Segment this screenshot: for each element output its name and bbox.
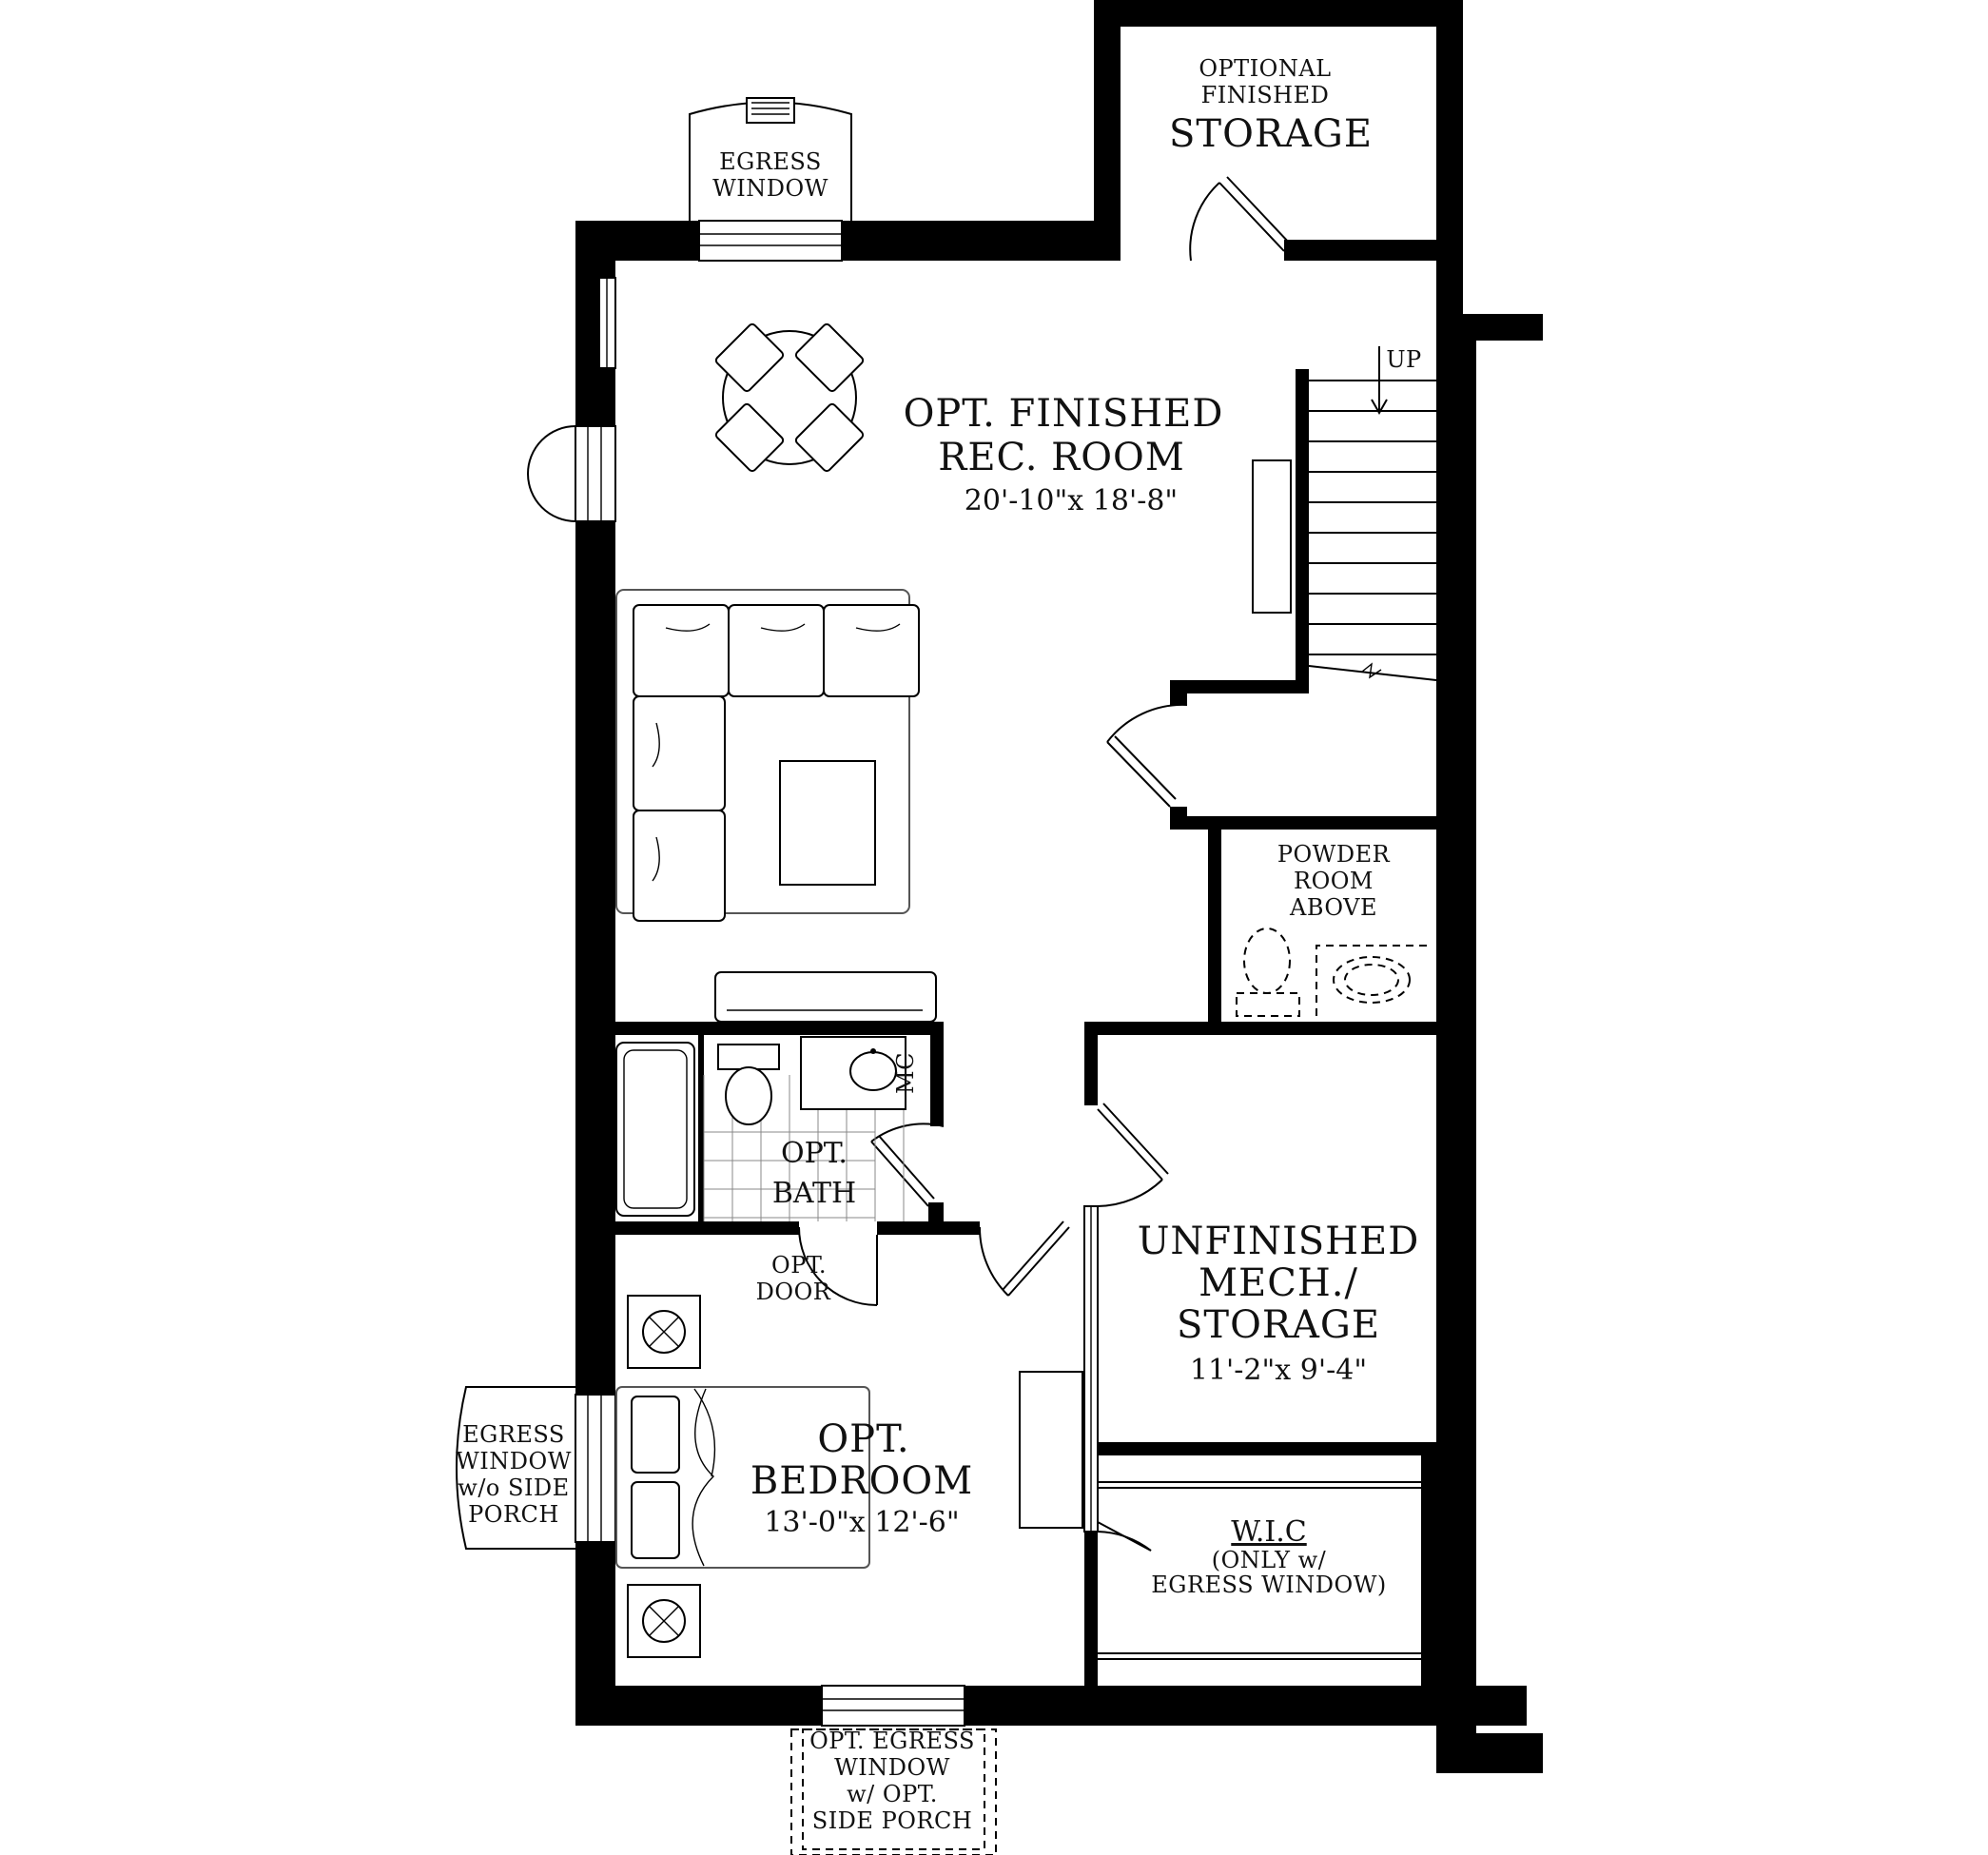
mech-line3: STORAGE bbox=[1176, 1303, 1381, 1347]
bedroom-line2: BEDROOM bbox=[750, 1459, 974, 1503]
egress-bottom-line4: SIDE PORCH bbox=[811, 1807, 973, 1834]
wic-line3: EGRESS WINDOW) bbox=[1151, 1572, 1387, 1598]
powder-room-line3: ABOVE bbox=[1289, 894, 1378, 921]
mech-dims: 11'-2"x 9'-4" bbox=[1189, 1354, 1368, 1387]
wic-line1: W.I.C bbox=[1231, 1515, 1307, 1549]
egress-left-line4: PORCH bbox=[468, 1501, 559, 1528]
powder-room-line1: POWDER bbox=[1277, 841, 1391, 868]
storage-label-line2: FINISHED bbox=[1200, 82, 1330, 108]
rec-room-dims: 20'-10"x 18'-8" bbox=[964, 484, 1179, 517]
egress-top-line2: WINDOW bbox=[712, 175, 828, 202]
storage-label-line1: OPTIONAL bbox=[1199, 55, 1332, 82]
egress-left-line3: w/o SIDE bbox=[458, 1474, 570, 1501]
storage-label-line3: STORAGE bbox=[1168, 112, 1374, 156]
rec-room-title-line1: OPT. FINISHED bbox=[903, 392, 1224, 436]
bath-fixtures bbox=[616, 1037, 906, 1221]
bath-line2: BATH bbox=[771, 1177, 857, 1210]
mc-label: MC bbox=[892, 1052, 919, 1094]
powder-room-fixtures bbox=[1237, 928, 1427, 1016]
egress-bottom-line3: w/ OPT. bbox=[847, 1781, 938, 1807]
rec-room-furniture bbox=[616, 322, 936, 1022]
bedroom-line1: OPT. bbox=[817, 1417, 910, 1461]
egress-bottom-line2: WINDOW bbox=[834, 1754, 950, 1781]
bath-line1: OPT. bbox=[781, 1137, 848, 1170]
egress-left-line2: WINDOW bbox=[456, 1448, 572, 1474]
stairs-up-label: UP bbox=[1386, 346, 1422, 373]
rec-room-title-line2: REC. ROOM bbox=[938, 436, 1185, 479]
egress-left-line1: EGRESS bbox=[462, 1421, 565, 1448]
mech-line2: MECH./ bbox=[1199, 1261, 1358, 1305]
opt-door-line2: DOOR bbox=[755, 1279, 831, 1305]
stairs bbox=[1253, 346, 1436, 680]
mech-line1: UNFINISHED bbox=[1137, 1220, 1420, 1263]
powder-room-line2: ROOM bbox=[1294, 868, 1374, 894]
wic-line2: (ONLY w/ bbox=[1211, 1547, 1327, 1573]
egress-bottom-line1: OPT. EGRESS bbox=[809, 1728, 975, 1754]
egress-top-line1: EGRESS bbox=[719, 148, 822, 175]
bedroom-dims: 13'-0"x 12'-6" bbox=[764, 1506, 960, 1539]
opt-door-line1: OPT. bbox=[771, 1252, 827, 1279]
